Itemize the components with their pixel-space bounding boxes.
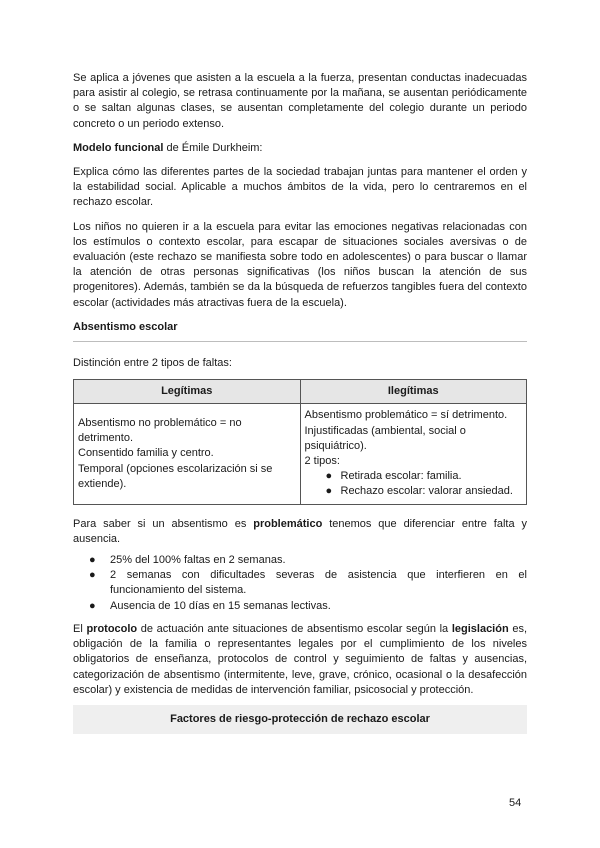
table-row [74,404,527,504]
list-item-text: Retirada escolar: familia. [340,470,462,483]
paragraph-intro: Se aplica a jóvenes que asisten a la escuela a la fuerza, presentan conductas inadecuadas para asistir al colegio, se retrasa continuamente por la mañana, se ausentan periódicamente o se saltan algunas clases, se ausentan completamente del colegio durante un periodo concreto o un periodo extenso. [73,72,527,130]
list-item-text: 25% del 100% faltas en 2 semanas. [110,554,286,567]
list-item [73,599,527,614]
bullet-icon: ● [325,485,333,498]
modelo-funcional-bold: Modelo funcional [73,141,164,154]
paragraph-ninos: Los niños no quieren ir a la escuela para evitar las emociones negativas relacionadas con los estímulos o contexto escolar, para escapar de situaciones sociales aversivas o de evaluación (este rechazo se manifiesta sobre todo en adolescentes) o para buscar o llamar la atención de otras personas significativas (los niños buscan la atención de sus progenitores). Además, también se da la búsqueda de refuerzos tangibles fuera del contexto escolar (actividades más atractivas fuera de la escuela). [73,220,527,309]
criteria-list [73,553,527,614]
page-content [73,71,527,734]
table-header-ilegitimas: Ilegítimas [300,380,527,404]
paragraph-protocolo [73,622,527,698]
bullet-icon: ● [89,554,96,567]
text-run: Para saber si un absentismo es [73,517,254,530]
list-item [73,553,527,568]
cell-line: Injustificadas (ambiental, social o psiquiátrico). [304,424,466,452]
table-cell-ilegitimas [300,404,527,504]
text-run: de actuación ante situaciones de absentismo escolar según la [137,622,452,635]
page-number: 54 [509,797,522,809]
text-run: El [73,622,87,635]
faltas-table [73,379,527,504]
paragraph-explica: Explica cómo las diferentes partes de la sociedad trabajan juntas para mantener el orden y la estabilidad social. Aplicable a muchos ámbitos de la vida, pero lo centraremos en el rechazo escolar. [73,166,527,209]
tipos-list [305,469,523,499]
bullet-icon: ● [89,599,96,612]
paragraph-problematico [73,517,527,547]
section-banner-factores: Factores de riesgo-protección de rechazo escolar [73,705,527,734]
section-divider [73,341,527,342]
distincion-text: Distinción entre 2 tipos de faltas: [73,357,232,370]
cell-line: Temporal (opciones escolarización si se extiende). [78,462,273,490]
problematico-bold: problemático [253,517,323,530]
list-item [305,469,523,484]
text-run: es, obligación de la familia o representantes legales por el cumplimiento de los niveles obligatorios de enseñanza, protocolos de control y seguimiento de faltas y ausencias, categorización de absentismo (intermitente, leve, grave, crónico, ocasional o la desafección escolar) y existencia de medidas de intervención familiar, psicosocial y protección. [73,622,528,696]
cell-line: Absentismo problemático = sí detrimento. [304,409,508,422]
cell-line: 2 tipos: [304,455,340,468]
legislacion-bold: legislación [451,622,509,635]
modelo-funcional-line [73,141,527,156]
cell-line: Absentismo no problemático = no detrimento. [78,417,242,445]
table-cell-legitimas [74,404,301,504]
table-header-legitimas: Legítimas [74,380,301,404]
list-item-text: Rechazo escolar: valorar ansiedad. [340,485,513,498]
list-item [305,484,523,499]
list-item-text: Ausencia de 10 días en 15 semanas lectivas. [110,599,331,612]
protocolo-bold: protocolo [86,622,138,635]
bullet-icon: ● [89,569,96,582]
list-item-text: 2 semanas con dificultades severas de asistencia que interfieren en el funcionamiento del sistema. [110,569,527,597]
text-run: tenemos que diferenciar entre falta y ausencia. [73,517,528,545]
cell-line: Consentido familia y centro. [78,447,214,460]
modelo-funcional-author: de Émile Durkheim: [163,141,263,154]
list-item [73,568,527,598]
section-heading-absentismo: Absentismo escolar [73,320,178,333]
bullet-icon: ● [325,470,333,483]
table-header-row [74,380,527,404]
